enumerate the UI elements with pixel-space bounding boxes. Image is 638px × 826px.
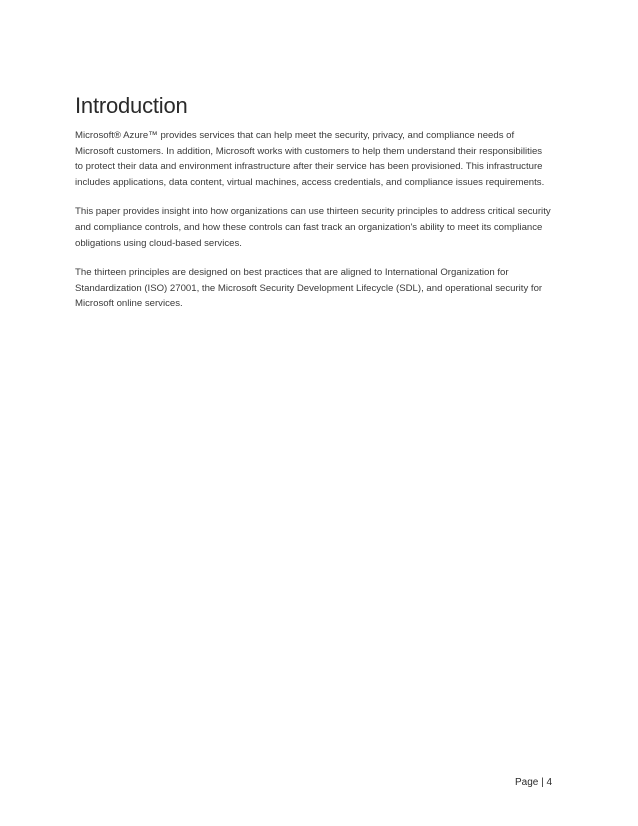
paragraph-principles: This paper provides insight into how organizations can use thirteen security principles to address critical security and compliance controls, and how these controls can fast track an organization's ability to meet its compliance obligations using cloud-based services.	[75, 206, 551, 249]
paragraph-intro: Microsoft® Azure™ provides services that can help meet the security, privacy, and compliance needs of Microsoft customers. In addition, Microsoft works with customers to help them understand their responsibilities to protect their data and environment infrastructure after their service has been provisioned. This infrastructure includes applications, data content, virtual machines, access credentials, and compliance issues requirements.	[75, 130, 545, 188]
section-heading: Introduction	[75, 93, 188, 118]
paragraph-standards: The thirteen principles are designed on best practices that are aligned to International Organization for Standardization (ISO) 27001, the Microsoft Security Development Lifecycle (SDL), and operational security for Microsoft online services.	[75, 267, 543, 310]
page-content	[75, 92, 567, 326]
page-number: Page | 4	[515, 777, 553, 788]
